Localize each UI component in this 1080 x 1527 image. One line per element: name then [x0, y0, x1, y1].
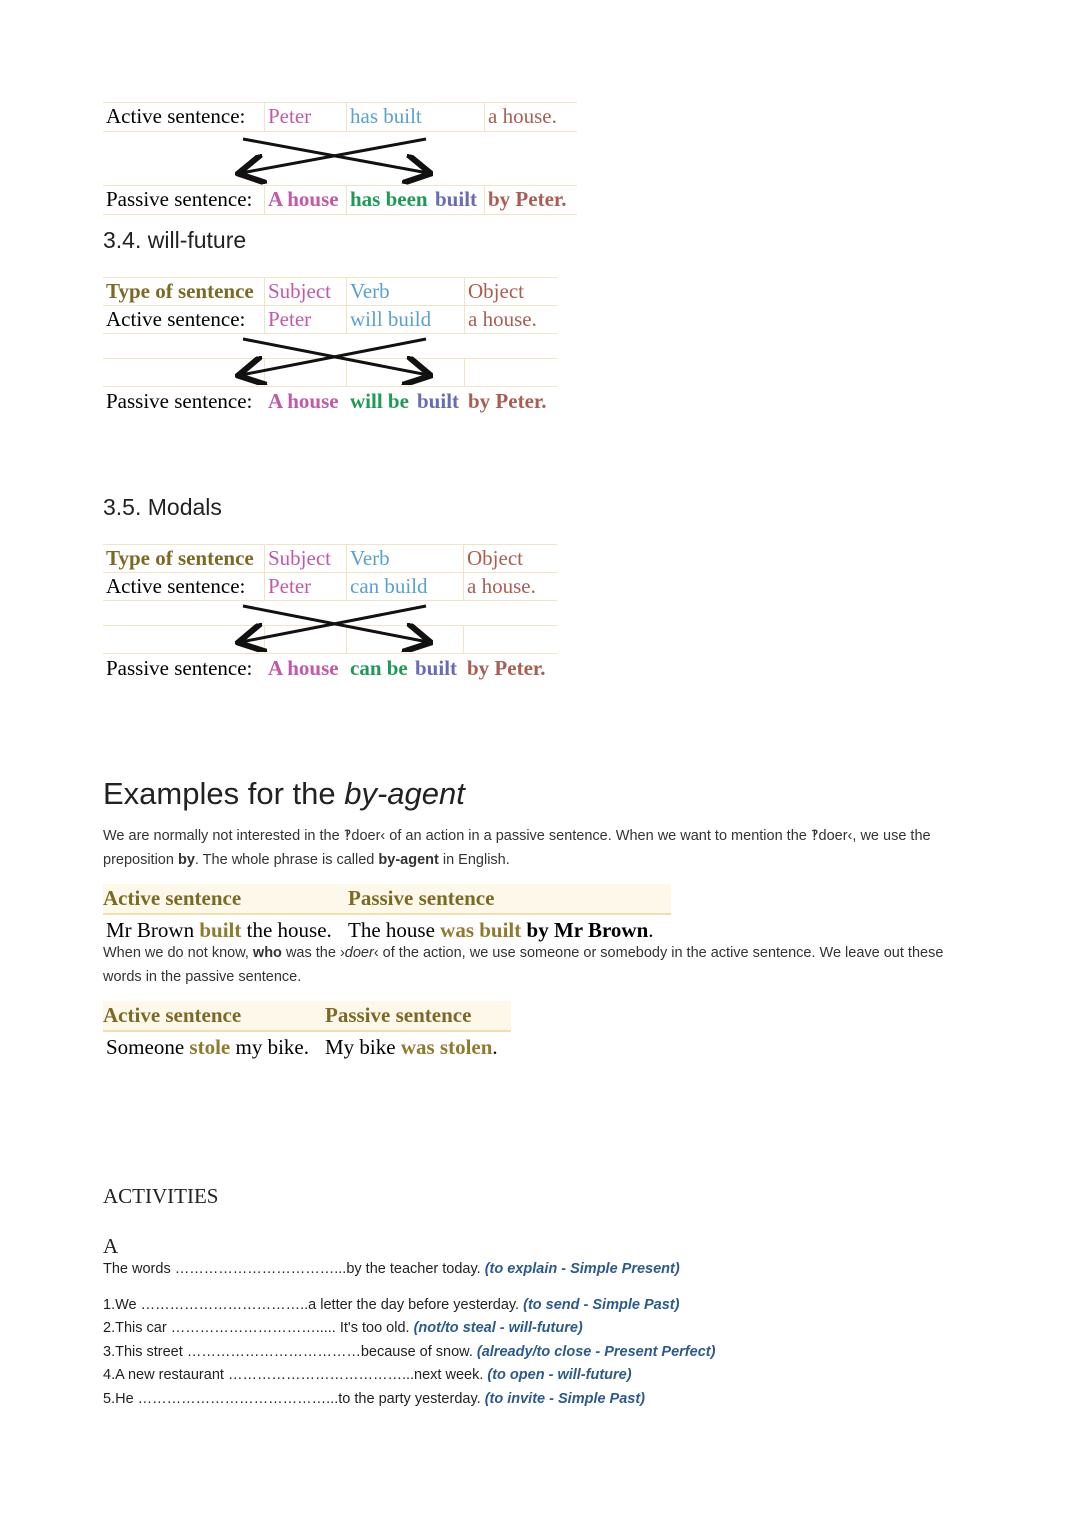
- active-verb: has built: [350, 104, 422, 128]
- text: 5.He: [103, 1391, 138, 1407]
- heading-italic: by-agent: [344, 776, 465, 811]
- text: to the party yesterday.: [338, 1391, 485, 1407]
- paragraph-doer: [103, 824, 1003, 872]
- header-object: Object: [467, 546, 523, 570]
- text: a letter the day before yesterday.: [308, 1297, 524, 1313]
- passive-agent: by Peter.: [488, 187, 567, 211]
- passive-label: Passive sentence:: [106, 389, 253, 413]
- text: because of snow.: [360, 1344, 477, 1360]
- active-subject: Peter: [268, 574, 312, 598]
- activity-item: [103, 1344, 715, 1360]
- text: . The whole phrase is called: [194, 852, 379, 868]
- text-verb: built: [199, 918, 242, 942]
- table-will-future: [103, 277, 557, 413]
- paragraph-line-1: [103, 941, 1003, 965]
- activities-section-label: A: [103, 1234, 119, 1258]
- text: next week.: [414, 1367, 488, 1383]
- passive-label: Passive sentence:: [106, 187, 253, 211]
- header-verb: Verb: [350, 546, 390, 570]
- text-bold: who: [252, 945, 282, 961]
- hint: (to open - will-future): [487, 1367, 632, 1383]
- text-agent: by Mr Brown: [526, 918, 649, 942]
- hint: (to explain - Simple Present): [484, 1261, 680, 1277]
- text: the house.: [241, 918, 332, 942]
- text-bold: by-agent: [378, 852, 439, 868]
- activities-title: ACTIVITIES: [103, 1184, 219, 1208]
- activity-example: [103, 1261, 680, 1277]
- active-object: a house.: [467, 574, 536, 598]
- passive-subject: A house: [268, 389, 339, 413]
- text-verb: was built: [440, 918, 522, 942]
- text: The words: [103, 1261, 175, 1277]
- text: The house: [348, 918, 441, 942]
- header-passive: Passive sentence: [325, 1003, 472, 1027]
- activity-item: [103, 1297, 679, 1313]
- text-bold: by: [177, 852, 195, 868]
- text: my bike.: [230, 1035, 309, 1059]
- hint: (to send - Simple Past): [523, 1297, 680, 1313]
- text: 4.A new restaurant: [103, 1367, 228, 1383]
- passive-aux: will be: [350, 389, 409, 413]
- header-type: Type of sentence: [106, 546, 254, 570]
- answer-blank[interactable]: ……………………………..: [140, 1297, 309, 1313]
- passive-participle: built: [415, 656, 458, 680]
- text: Mr Brown: [106, 918, 200, 942]
- header-subject: Subject: [268, 546, 331, 570]
- header-type: Type of sentence: [106, 279, 254, 303]
- heading-by-agent: [103, 776, 465, 812]
- active-label: Active sentence:: [106, 104, 246, 128]
- text: in English.: [438, 852, 510, 868]
- text: was the ›: [281, 945, 345, 961]
- answer-blank[interactable]: ………………………….....: [170, 1320, 336, 1336]
- passive-example: [325, 1035, 498, 1060]
- paragraph-line-1: We are normally not interested in the ‽doer‹ of an action in a passive sentence. When we want to mention the ‽doer‹, we use the: [103, 828, 931, 844]
- text-italic: doer: [344, 945, 374, 961]
- text: Someone: [106, 1035, 190, 1059]
- active-verb: can build: [350, 574, 428, 598]
- text: .: [492, 1035, 498, 1059]
- active-verb: will build: [350, 307, 432, 331]
- table-by-agent-1: [103, 884, 671, 944]
- activity-item: [103, 1367, 632, 1383]
- text: by the teacher today.: [346, 1261, 485, 1277]
- text: 2.This car: [103, 1320, 171, 1336]
- active-label: Active sentence:: [106, 574, 246, 598]
- active-subject: Peter: [268, 104, 312, 128]
- answer-blank[interactable]: …………………………………...: [137, 1391, 339, 1407]
- passive-subject: A house: [268, 656, 339, 680]
- table-present-perfect: [103, 102, 577, 215]
- answer-blank[interactable]: ……………………………...: [174, 1261, 347, 1277]
- active-example: [106, 1035, 309, 1060]
- header-subject: Subject: [268, 279, 331, 303]
- passive-label: Passive sentence:: [106, 656, 253, 680]
- active-object: a house.: [488, 104, 557, 128]
- table-by-agent-2: [103, 1001, 511, 1061]
- hint: (not/to steal - will-future): [413, 1320, 583, 1336]
- passive-participle: built: [435, 187, 478, 211]
- active-object: a house.: [468, 307, 537, 331]
- paragraph-someone: [103, 941, 1003, 989]
- header-active: Active sentence: [103, 1003, 242, 1027]
- text: preposition: [103, 852, 178, 868]
- hint: (to invite - Simple Past): [484, 1391, 646, 1407]
- header-passive: Passive sentence: [348, 886, 495, 910]
- active-label: Active sentence:: [106, 307, 246, 331]
- passive-aux: has been: [350, 187, 428, 211]
- active-subject: Peter: [268, 307, 312, 331]
- header-object: Object: [468, 279, 524, 303]
- active-example: [106, 918, 332, 943]
- answer-blank[interactable]: ………………………………...: [227, 1367, 415, 1383]
- heading-modals: 3.5. Modals: [103, 494, 222, 520]
- passive-agent: by Peter.: [468, 389, 547, 413]
- text: 3.This street: [103, 1344, 187, 1360]
- text: 1.We: [103, 1297, 141, 1313]
- text-verb: stole: [189, 1035, 231, 1059]
- swap-arrows-icon: [233, 600, 433, 652]
- heading-plain: Examples for the: [103, 776, 345, 811]
- passive-agent: by Peter.: [467, 656, 546, 680]
- text-verb: was stolen: [400, 1035, 493, 1059]
- header-verb: Verb: [350, 279, 390, 303]
- swap-arrows-icon: [233, 333, 433, 385]
- swap-arrows-icon: [233, 131, 433, 185]
- passive-example: [348, 918, 654, 943]
- passive-participle: built: [417, 389, 460, 413]
- answer-blank[interactable]: ………………………………: [186, 1344, 361, 1360]
- passive-aux: can be: [350, 656, 408, 680]
- heading-will-future: 3.4. will-future: [103, 227, 247, 253]
- header-active: Active sentence: [103, 886, 242, 910]
- table-modals: [103, 544, 557, 680]
- text: .: [648, 918, 654, 942]
- hint: (already/to close - Present Perfect): [476, 1344, 716, 1360]
- paragraph-line-2: words in the passive sentence.: [103, 969, 302, 985]
- paragraph-line-2: [103, 848, 1003, 872]
- text: It's too old.: [335, 1320, 414, 1336]
- text: My bike: [325, 1035, 401, 1059]
- activity-item: [103, 1320, 583, 1336]
- text: When we do not know,: [103, 945, 253, 961]
- activity-item: [103, 1391, 645, 1407]
- text: ‹ of the action, we use someone or somebody in the active sentence. We leave out these: [373, 945, 944, 961]
- passive-subject: A house: [268, 187, 339, 211]
